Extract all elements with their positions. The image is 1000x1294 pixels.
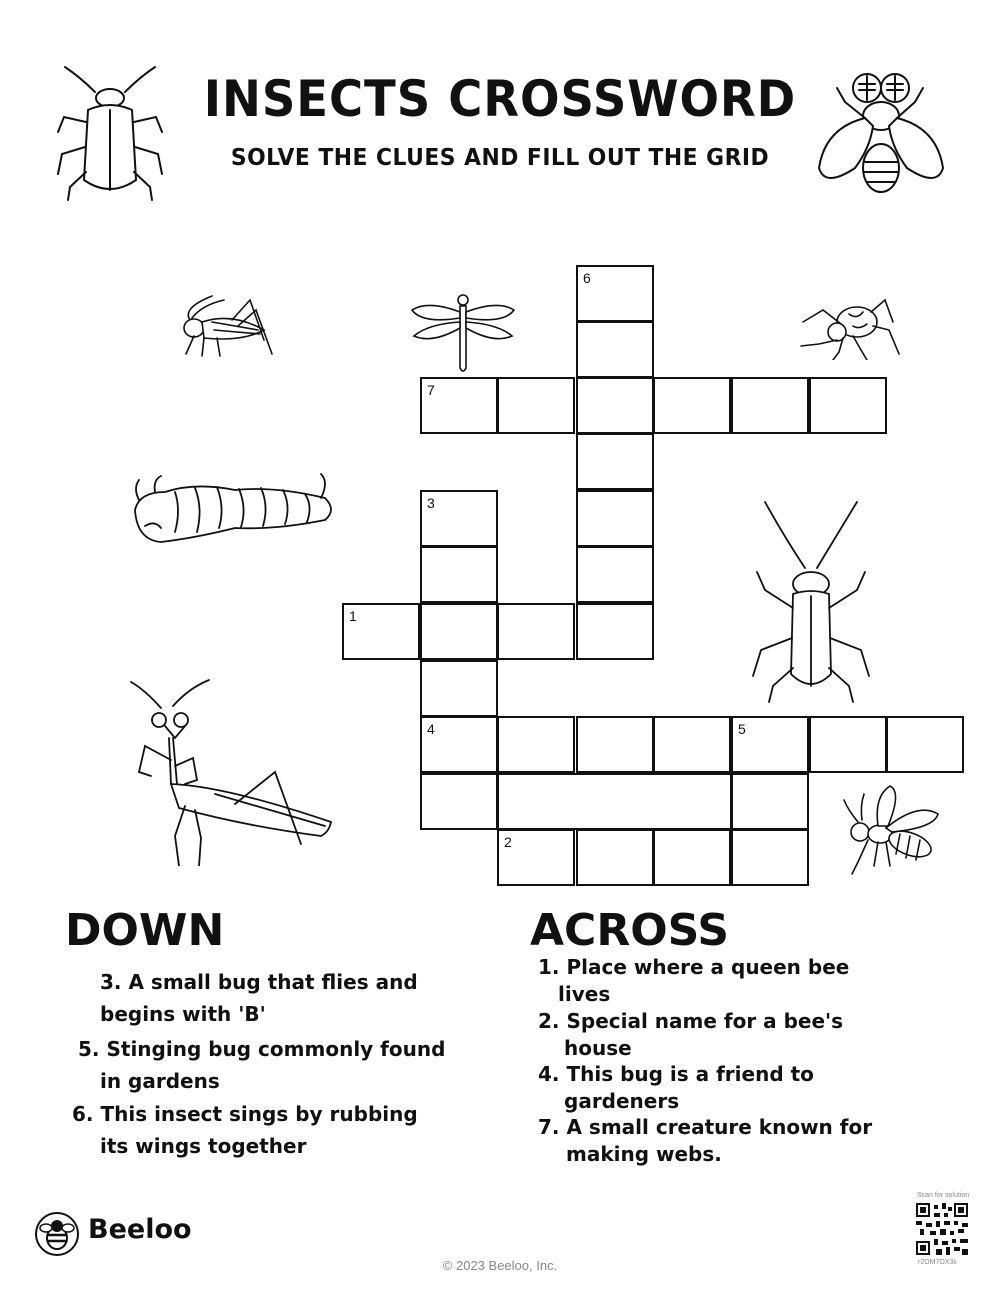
- grid-cell[interactable]: [420, 546, 498, 603]
- mantis-icon: [125, 676, 335, 866]
- wasp-icon: [838, 782, 948, 877]
- down-clue: 5. Stinging bug commonly found in gardens: [78, 1037, 446, 1093]
- across-clue: 7. A small creature known for making webs.: [538, 1115, 873, 1166]
- grid-cell[interactable]: [576, 603, 654, 660]
- copyright: © 2023 Beeloo, Inc.: [442, 1258, 558, 1273]
- grid-cell[interactable]: [497, 716, 575, 773]
- grid-cell[interactable]: [809, 716, 887, 773]
- bee-logo-icon: [34, 1211, 80, 1257]
- clue-number: 6: [583, 270, 591, 286]
- qr-caption: Scan for solution: [917, 1192, 970, 1199]
- fly-icon: [815, 58, 945, 198]
- brand-name: Beeloo: [88, 1214, 192, 1245]
- grid-cell[interactable]: [420, 716, 498, 773]
- grid-cell[interactable]: [420, 490, 498, 547]
- grid-cell[interactable]: [420, 603, 498, 660]
- grid-cell[interactable]: [731, 829, 809, 886]
- across-clue: 4. This bug is a friend to gardeners: [538, 1062, 814, 1113]
- cockroach-icon: [735, 498, 885, 703]
- page-title: INSECTS CROSSWORD: [203, 70, 797, 128]
- down-clue: 6. This insect sings by rubbing its wings together: [72, 1102, 418, 1158]
- grid-cell[interactable]: [576, 716, 654, 773]
- grid-cell[interactable]: [809, 377, 887, 434]
- clue-number: 5: [738, 721, 746, 737]
- grid-cell[interactable]: [497, 377, 575, 434]
- grid-cell[interactable]: [576, 546, 654, 603]
- spider-icon: [797, 292, 902, 360]
- beetle-icon: [50, 62, 170, 202]
- down-heading: DOWN: [65, 905, 225, 956]
- grid-cell[interactable]: [576, 265, 654, 322]
- clue-number: 1: [349, 608, 357, 624]
- across-clue: 2. Special name for a bee's house: [538, 1009, 844, 1060]
- grid-cell[interactable]: [653, 377, 731, 434]
- grid-cell[interactable]: [576, 321, 654, 378]
- clue-number: 2: [504, 834, 512, 850]
- grid-cell[interactable]: [653, 716, 731, 773]
- qr-code-id: r2OM7OX3k: [918, 1259, 957, 1266]
- caterpillar-icon: [125, 470, 340, 555]
- grid-cell[interactable]: [576, 829, 654, 886]
- across-clue: 1. Place where a queen bee lives: [538, 955, 850, 1006]
- qr-code-icon[interactable]: [916, 1203, 968, 1255]
- grid-cell[interactable]: [497, 603, 575, 660]
- across-heading: ACROSS: [530, 905, 730, 956]
- grid-cell[interactable]: [342, 603, 420, 660]
- grid-cell[interactable]: [886, 716, 964, 773]
- grid-cell[interactable]: [576, 433, 654, 490]
- dragonfly-icon: [408, 292, 518, 374]
- grid-cell[interactable]: [576, 490, 654, 547]
- grid-cell[interactable]: [420, 660, 498, 717]
- grid-cell[interactable]: [497, 773, 732, 830]
- grid-cell[interactable]: [653, 829, 731, 886]
- grid-cell[interactable]: [420, 773, 498, 830]
- clue-number: 4: [427, 721, 435, 737]
- down-clue: 3. A small bug that flies and begins with 'B': [100, 970, 418, 1026]
- grid-cell[interactable]: [497, 829, 575, 886]
- clue-number: 3: [427, 495, 435, 511]
- page-subtitle: SOLVE THE CLUES AND FILL OUT THE GRID: [230, 145, 770, 171]
- clue-number: 7: [427, 382, 435, 398]
- grid-cell[interactable]: [731, 377, 809, 434]
- cricket-icon: [172, 290, 282, 365]
- grid-cell[interactable]: [731, 773, 809, 830]
- grid-cell[interactable]: [576, 377, 654, 434]
- grid-cell[interactable]: [731, 716, 809, 773]
- grid-cell[interactable]: [420, 377, 498, 434]
